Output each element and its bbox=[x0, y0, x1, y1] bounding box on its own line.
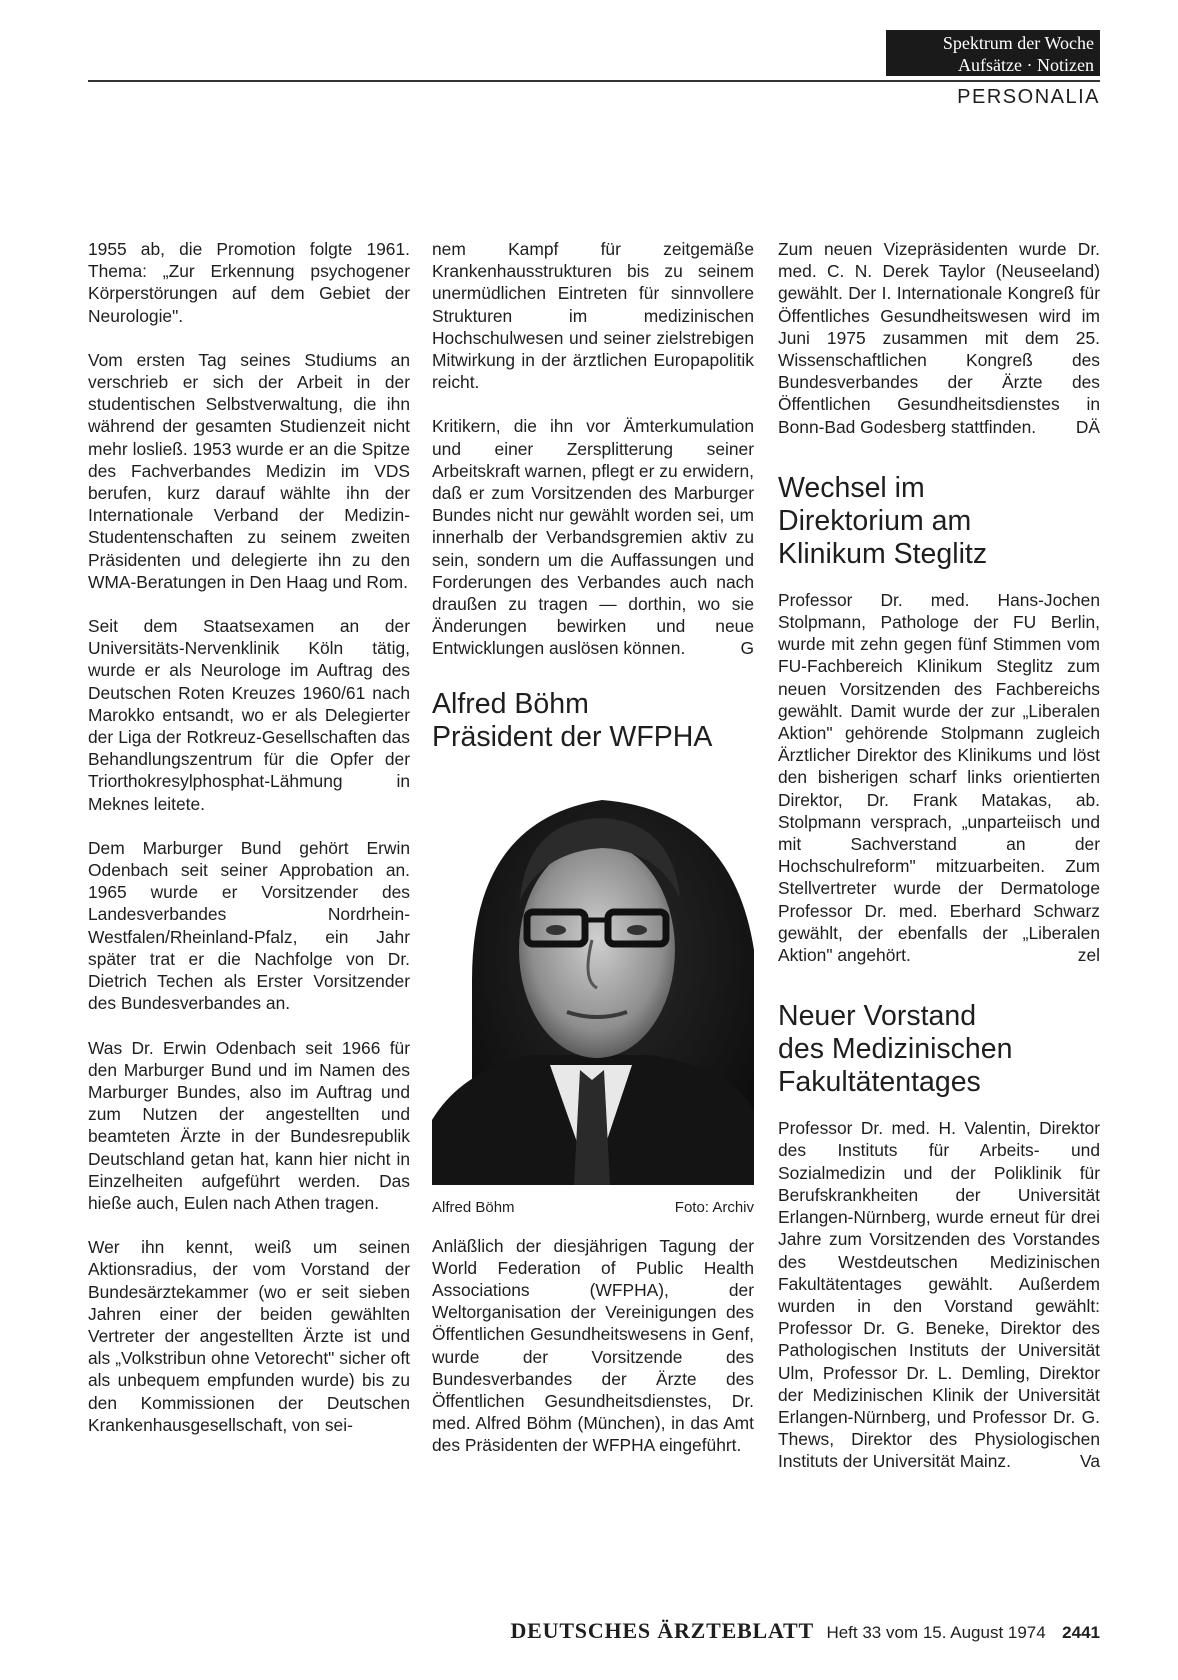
author-initials: zel bbox=[1077, 945, 1100, 966]
author-initials: Va bbox=[1080, 1451, 1100, 1472]
photo-caption bbox=[432, 1199, 754, 1217]
journal-title: DEUTSCHES ÄRZTEBLATT bbox=[510, 1618, 814, 1643]
author-initials: DÄ bbox=[1075, 416, 1100, 437]
col3-paragraph-1 bbox=[778, 238, 1100, 438]
author-initials: G bbox=[740, 638, 754, 659]
heading-line: Alfred Böhm bbox=[432, 687, 589, 720]
col1-paragraph-2: Vom ersten Tag seines Studiums an verschrieb er sich der Arbeit in der studentischen Selbstverwaltung, die ihn während der gesamten Studienzeit nicht mehr losließ. 1953 wurde er an die Spitze des Fachverbandes Medizin im VDS berufen, kurz darauf wählte ihn der Internationale Verband der Medizin-Studentenschaften zu seinem zweiten Präsidenten und delegierte ihn zu den WMA-Beratungen in Den Haag und Rom. bbox=[88, 349, 410, 592]
col3-paragraph-2-text: Professor Dr. med. Hans-Jochen Stolpmann, Pathologe der FU Berlin, wurde mit zehn gegen fünf Stimmen vom FU-Fachbereich Klinikum Steglitz zum neuen Vorsitzenden des Fachbereichs gewählt. Damit wurde der zur „Liberalen Aktion" gehörende Stolpmann zugleich Ärztlicher Direktor des Klinikums und löst den bisherigen scharf links orientierten Direktor, Dr. Frank Matakas, ab. Stolpmann versprach, „unparteiisch und mit Sachverstand an der Hochschulreform" mitzuarbeiten. Zum Stellvertreter wurde der Dermatologe Professor Dr. med. Eberhard Schwarz gewählt, der ebenfalls der „Liberalen Aktion" angehört. bbox=[778, 589, 1100, 966]
col3-paragraph-1-text: Zum neuen Vizepräsidenten wurde Dr. med. C. N. Derek Taylor (Neuseeland) gewählt. Der I. Internationale Kongreß für Öffentliches Gesundheitswesen wird im Juni 1975 zusammen mit dem 25. Wissenschaftlichen Kongreß des Bundesverbandes der Ärzte des Öffentlichen Gesundheitsdienstes in Bonn-Bad Godesberg stattfinden. bbox=[778, 239, 1100, 437]
article-heading-steglitz bbox=[778, 472, 1100, 571]
column-1 bbox=[88, 238, 410, 1436]
col2-paragraph-3: Anläßlich der diesjährigen Tagung der World Federation of Public Health Associations (WFPHA), der Weltorganisation der Vereinigungen des Öffentlichen Gesundheitswesens in Genf, wurde der Vorsitzende des Bundesverbandes der Ärzte des Öffentlichen Gesundheitsdienstes, Dr. med. Alfred Böhm (München), in das Amt des Präsidenten der WFPHA eingeführt. bbox=[432, 1235, 754, 1456]
heading-line: Direktorium am bbox=[778, 504, 972, 537]
col1-paragraph-3: Seit dem Staatsexamen an der Universitäts-Nervenklinik Köln tätig, wurde er als Neurologe im Auftrag des Deutschen Roten Kreuzes 1960/61 nach Marokko entsandt, wo er als Delegierter der Liga der Rotkreuz-Gesellschaften das Behandlungszentrum für die Opfer der Triorthokresylphosphat-Lähmung in Meknes leitete. bbox=[88, 616, 410, 814]
caption-name: Alfred Böhm bbox=[432, 1198, 515, 1216]
header-rule bbox=[88, 80, 1100, 82]
col1-paragraph-6: Wer ihn kennt, weiß um seinen Aktionsradius, der vom Vorstand der Bundesärztekammer (wo er seit sieben Jahren einer der beiden gewählten Vertreter der angestellten Ärzte ist und als „Volkstribun ohne Vetorecht" sicher oft als unbequem empfunden wurde) bis zu den Kommissionen der Deutschen Krankenhausgesellschaft, von sei- bbox=[88, 1237, 410, 1435]
caption-credit: Foto: Archiv bbox=[674, 1198, 754, 1216]
col3-paragraph-3 bbox=[778, 1117, 1100, 1472]
article-heading-fakultaetentag bbox=[778, 1000, 1100, 1099]
column-2 bbox=[432, 238, 754, 1457]
page-number: 2441 bbox=[1062, 1623, 1100, 1642]
portrait-photo bbox=[432, 780, 754, 1185]
heading-line: Neuer Vorstand bbox=[778, 1000, 977, 1033]
page-footer bbox=[88, 1618, 1100, 1644]
portrait-image bbox=[432, 780, 754, 1185]
heading-line: des Medizinischen bbox=[778, 1033, 1013, 1066]
col2-paragraph-1: nem Kampf für zeitgemäße Krankenhausstrukturen bis zu seinem unermüdlichen Eintreten für sinnvollere Strukturen im medizinischen Hochschulwesen und seiner zielstrebigen Mitwirkung in der ärztlichen Europapolitik reicht. bbox=[432, 239, 754, 393]
col3-paragraph-2 bbox=[778, 589, 1100, 966]
col2-paragraph-2-text: Kritikern, die ihn vor Ämterkumulation und einer Zersplitterung seiner Arbeitskraft warnen, pflegt er zu erwidern, daß er zum Vorsitzenden des Marburger Bundes nicht nur gewählt worden sei, um innerhalb der Verbandsgremien aktiv zu sein, sondern um die Auffassungen und Forderungen des Verbandes auch nach draußen zu tragen — dorthin, wo sie Änderungen bewirken und neue Entwicklungen auslösen können. bbox=[432, 416, 754, 659]
heading-line: Klinikum Steglitz bbox=[778, 537, 988, 570]
column-3 bbox=[778, 238, 1100, 1473]
col1-paragraph-5: Was Dr. Erwin Odenbach seit 1966 für den Marburger Bund und im Namen des Marburger Bundes, also im Auftrag und zum Nutzen der angestellten und beamteten Ärzte in der Bundesrepublik Deutschland getan hat, kann hier nicht in Einzelheiten aufgeführt werden. Das hieße auch, Eulen nach Athen tragen. bbox=[88, 1037, 410, 1213]
col3-paragraph-3-text: Professor Dr. med. H. Valentin, Direktor des Instituts für Arbeits- und Sozialmedizin und der Poliklinik für Berufskrankheiten der Universität Erlangen-Nürnberg, wurde erneut für drei Jahre zum Vorsitzenden des Vorstandes des Westdeutschen Medizinischen Fakultätentages gewählt. Außerdem wurden in den Vorstand gewählt: Professor Dr. G. Beneke, Direktor des Pathologischen Instituts der Universität Ulm, Professor Dr. L. Demling, Direktor der Medizinischen Klinik der Universität Erlangen-Nürnberg, und Professor Dr. G. Thews, Direktor des Physiologischen Instituts der Universität Mainz. bbox=[778, 1118, 1100, 1472]
article-heading-boehm bbox=[432, 688, 754, 754]
heading-line: Präsident der WFPHA bbox=[432, 720, 713, 753]
badge-line-2: Aufsätze · Notizen bbox=[958, 55, 1094, 75]
issue-info: Heft 33 vom 15. August 1974 bbox=[826, 1623, 1046, 1642]
section-label: PERSONALIA bbox=[957, 86, 1100, 108]
col2-paragraph-2 bbox=[432, 415, 754, 659]
heading-line: Wechsel im bbox=[778, 471, 925, 504]
badge-line-1: Spektrum der Woche bbox=[942, 33, 1094, 53]
col1-paragraph-1: 1955 ab, die Promotion folgte 1961. Thema: „Zur Erkennung psychogener Körperstörungen auf dem Gebiet der Neurologie". bbox=[88, 239, 410, 326]
col1-paragraph-4: Dem Marburger Bund gehört Erwin Odenbach seit seiner Approbation an. 1965 wurde er Vorsitzender des Landesverbandes Nordrhein-Westfalen/Rheinland-Pfalz, ein Jahr später trat er die Nachfolge von Dr. Dietrich Techen als Erster Vorsitzender des Bundesverbandes an. bbox=[88, 837, 410, 1014]
heading-line: Fakultätentages bbox=[778, 1066, 981, 1099]
section-badge bbox=[886, 30, 1100, 76]
